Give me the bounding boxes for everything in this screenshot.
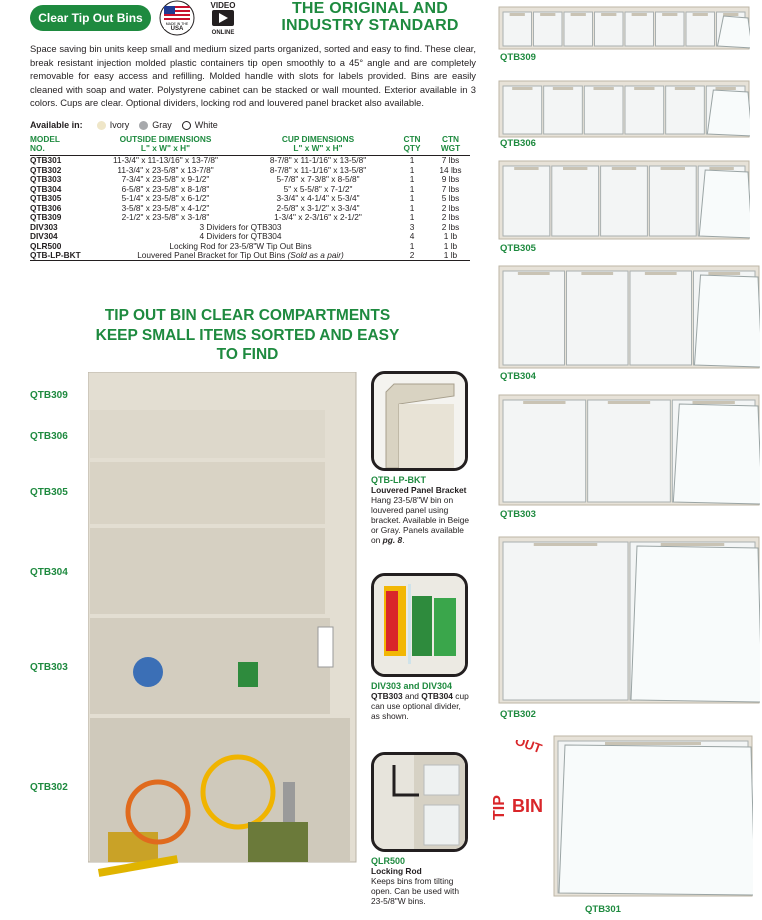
section-heading: TIP OUT BIN CLEAR COMPARTMENTS KEEP SMALL ITEMS SORTED AND EASY TO FIND [95, 307, 400, 363]
table-row [30, 175, 470, 185]
bin-cup [625, 86, 664, 134]
description-cell: 4 Dividers for QTB304 [199, 231, 282, 242]
rack-label-qtb303: QTB303 [30, 662, 68, 673]
rack-label-qtb302: QTB302 [30, 782, 68, 793]
made-in-usa-logo [158, 0, 196, 36]
spec-table-body [30, 156, 470, 261]
bin-cup [503, 86, 542, 134]
label-slot [716, 87, 736, 90]
ctn-wgt-cell: 1 lb [431, 251, 470, 261]
bin-cup [717, 12, 751, 48]
label-slot [708, 272, 740, 275]
product-label-qtb309: QTB309 [500, 52, 536, 63]
video-online-logo[interactable] [203, 0, 243, 36]
accessory-description: Keeps bins from tilting open. Can be used with 23-5/8"W bins. [371, 876, 459, 906]
ctn-wgt-cell: 7 lbs [441, 183, 460, 194]
ctn-wgt-cell: 9 lbs [441, 174, 460, 185]
gray-swatch-icon [139, 121, 148, 130]
bin-cup [625, 12, 654, 46]
product-photo-qtb303 [498, 394, 760, 511]
ctn-wgt-cell: 14 lbs [439, 164, 462, 175]
rack-label-qtb304: QTB304 [30, 567, 68, 578]
color-white: White [194, 120, 218, 130]
ctn-qty-cell: 1 [409, 202, 415, 213]
tip-word-text: TIP [491, 795, 508, 820]
tipped-cup [699, 170, 750, 238]
model-cell: DIV303 [30, 221, 58, 232]
label-slot [661, 543, 725, 546]
bin-cup [595, 12, 624, 46]
label-slot [553, 87, 573, 90]
rack-label-qtb309: QTB309 [30, 390, 68, 401]
bin-cup [552, 166, 599, 236]
bin-cup [534, 12, 563, 46]
outside-dims-cell: 5-1/4" x 23-5/8" x 6-1/2" [121, 193, 210, 204]
label-slot [632, 13, 647, 16]
product-label-qtb302: QTB302 [500, 709, 536, 720]
cup-dims-cell: 3-3/4" x 4-1/4" x 5-3/4" [276, 193, 360, 204]
product-label-qtb305: QTB305 [500, 243, 536, 254]
table-row [30, 194, 470, 204]
bin-cup [601, 166, 648, 236]
ctn-qty-cell: 1 [409, 240, 415, 251]
out-word-text: OUT [512, 740, 544, 757]
label-slot [594, 87, 614, 90]
bin-cup [656, 12, 685, 46]
header-model-l1: MODEL [30, 134, 60, 144]
model-cell: QTB301 [30, 155, 62, 166]
outside-dims-cell: 3-5/8" x 23-5/8" x 4-1/2" [121, 202, 210, 213]
outside-dims-cell: 11-3/4" x 23-5/8" x 13-7/8" [117, 164, 214, 175]
label-slot [661, 167, 685, 170]
header-wgt-l1: CTN [441, 134, 460, 144]
tipped-cup [695, 275, 761, 367]
product-photo-qtb309 [498, 6, 750, 55]
bin-word-text: BIN [512, 796, 543, 816]
model-ref-qtb304: QTB304 [421, 691, 453, 701]
clear-tip-out-bins-badge: Clear Tip Out Bins [30, 5, 151, 31]
label-slot [523, 401, 565, 404]
bin-cup [567, 271, 629, 365]
ctn-wgt-cell: 5 lbs [441, 193, 460, 204]
tipped-cup [718, 16, 751, 48]
product-label-qtb303: QTB303 [500, 509, 536, 520]
video-logo-bottom-text: ONLINE [211, 30, 235, 36]
sold-as-pair-note: (Sold as a pair) [285, 250, 344, 261]
color-ivory: Ivory [109, 120, 130, 130]
video-logo-top-text: VIDEO [210, 1, 236, 10]
bin-cup [503, 271, 565, 365]
label-slot [608, 401, 650, 404]
label-slot [512, 87, 532, 90]
rack-label-qtb305: QTB305 [30, 487, 68, 498]
bin-cup [698, 166, 750, 238]
bin-cup [686, 12, 715, 46]
accessory-name: Locking Rod [371, 866, 422, 876]
label-slot [563, 167, 587, 170]
tipped-cup [707, 90, 750, 136]
accessory-louvered-bracket [371, 371, 471, 545]
bin-cup [630, 271, 692, 365]
page-reference-link[interactable]: pg. 8 [382, 535, 403, 545]
ctn-qty-cell: 1 [409, 174, 415, 185]
header-outside-l1: OUTSIDE DIMENSIONS [119, 134, 212, 144]
ctn-qty-cell: 2 [393, 251, 431, 261]
label-slot [693, 13, 708, 16]
ctn-qty-cell: 1 [409, 164, 415, 175]
ctn-qty-cell: 1 [409, 183, 415, 194]
description-cell: Louvered Panel Bracket for Tip Out Bins (Sold as a pair) [88, 251, 393, 261]
cup-dims-cell: 2-5/8" x 3-1/2" x 3-3/4" [276, 202, 360, 213]
model-ref-qtb303: QTB303 [371, 691, 403, 701]
product-label-qtb304: QTB304 [500, 371, 536, 382]
product-label-qtb301: QTB301 [585, 904, 621, 915]
ctn-wgt-cell: 2 lbs [441, 221, 460, 232]
bin-cup [649, 166, 696, 236]
bin-cup [584, 86, 623, 134]
label-slot [601, 13, 616, 16]
white-swatch-icon [182, 121, 191, 130]
availability-label: Available in: [30, 120, 83, 130]
locking-rod-photo [371, 752, 468, 852]
outside-dims-cell: 2-1/2" x 23-5/8" x 3-1/8" [121, 212, 210, 223]
intro-paragraph: Space saving bin units keep small and medium sized parts organized, sorted and easy to find. These clear, break resistant injection molded plastic containers tip open smoothly to a 45° angle and are completely removable for easy access and refilling. Molded handle with slots for labels provided. Bins are easily cleaned with soap and water. Polystyrene cabinet can be stacked or wall mounted. Exterior available in 3 colors. Cups are clear. Optional dividers, locking rod and louvered panel bracket also available. [30, 43, 476, 108]
spec-table [30, 135, 470, 261]
accessory-description-rest: cup can use optional divider, as shown. [371, 691, 469, 721]
model-cell: QTB306 [30, 202, 62, 213]
label-slot [675, 87, 695, 90]
label-slot [534, 543, 598, 546]
tipped-cup [631, 546, 760, 702]
dividers-photo [371, 573, 468, 677]
model-cell: QTB303 [30, 174, 62, 185]
cup-dims-cell: 1-3/4" x 2-3/16" x 2-1/2" [274, 212, 362, 223]
product-photo-qtb302 [498, 536, 760, 709]
model-cell: QLR500 [30, 240, 62, 251]
rack-label-qtb306: QTB306 [30, 431, 68, 442]
outside-dims-cell: 6-5/8" x 23-5/8" x 8-1/8" [121, 183, 210, 194]
accessory-description-and: and [402, 691, 422, 701]
accessory-code: QLR500 [371, 856, 406, 866]
bracket-photo [371, 371, 468, 471]
cup-dims-cell: 5-7/8" x 7-3/8" x 8-5/8" [276, 174, 360, 185]
accessory-name: Louvered Panel Bracket [371, 485, 467, 495]
product-photo-qtb306 [498, 80, 750, 143]
label-slot [634, 87, 654, 90]
usa-logo-bottom-text: USA [170, 26, 184, 32]
outside-dims-cell: 11-3/4" x 11-13/16" x 13-7/8" [113, 155, 218, 166]
label-slot [518, 272, 550, 275]
ctn-wgt-cell: 1 lb [443, 240, 458, 251]
label-slot [662, 13, 677, 16]
label-slot [605, 742, 701, 745]
outside-dims-cell: 7-3/4" x 23-5/8" x 9-1/2" [121, 174, 210, 185]
table-row [30, 156, 470, 166]
header-outside-l2: L" x W" x H" [140, 143, 191, 154]
label-slot [571, 13, 586, 16]
bin-cup [588, 400, 671, 502]
model-cell: QTB309 [30, 212, 62, 223]
accessory-description-text: Hang 23-5/8"W bin on louvered panel using bracket. Available in Beige or Gray. Panels available on [371, 495, 470, 545]
label-slot [514, 167, 538, 170]
color-gray: Gray [152, 120, 172, 130]
bin-cup [706, 86, 750, 136]
label-slot [693, 401, 735, 404]
header-model-l2: NO. [30, 143, 45, 154]
ctn-qty-cell: 1 [409, 212, 415, 223]
label-slot [709, 167, 733, 170]
header-qty-l1: CTN [403, 134, 421, 144]
description-cell: 3 Dividers for QTB303 [199, 221, 282, 232]
bin-cup [564, 12, 593, 46]
table-row [30, 185, 470, 195]
bin-cup [558, 741, 753, 895]
label-slot [612, 167, 636, 170]
product-photo-qtb301 [553, 735, 753, 902]
accessory-description [371, 495, 471, 545]
table-row [30, 166, 470, 176]
cup-dims-cell: 8-7/8" x 11-1/16" x 13-5/8" [269, 155, 367, 166]
accessory-description [371, 691, 471, 721]
label-slot [645, 272, 677, 275]
model-cell: QTB305 [30, 193, 62, 204]
cup-dims-cell: 5" x 5-5/8" x 7-1/2" [283, 183, 353, 194]
bin-cup [630, 542, 760, 702]
description-cell: Locking Rod for 23-5/8"W Tip Out Bins [169, 240, 312, 251]
table-row [30, 251, 470, 261]
ctn-wgt-cell: 1 lb [443, 231, 458, 242]
ctn-wgt-cell: 7 lbs [441, 155, 460, 166]
model-cell: QTB-LP-BKT [30, 251, 88, 261]
ctn-qty-cell: 1 [409, 155, 415, 166]
tipped-cup [673, 404, 760, 504]
tipped-cup [559, 745, 753, 895]
product-photo-qtb304 [498, 265, 760, 374]
accessory-description-end: . [402, 535, 405, 545]
bin-cup [666, 86, 705, 134]
header-cup-l2: L" x W" x H" [293, 143, 343, 154]
bin-cup [544, 86, 583, 134]
page-headline: THE ORIGINAL AND INDUSTRY STANDARD [281, 0, 459, 34]
ctn-qty-cell: 3 [409, 221, 415, 232]
label-slot [540, 13, 555, 16]
header-wgt-l2: WGT [440, 143, 461, 154]
model-cell: QTB304 [30, 183, 62, 194]
stacked-bins-photo [88, 372, 360, 887]
bin-cup [503, 400, 586, 502]
label-slot [723, 13, 738, 16]
label-slot [581, 272, 613, 275]
cup-dims-cell: 8-7/8" x 11-1/16" x 13-5/8" [269, 164, 367, 175]
ctn-wgt-cell: 2 lbs [441, 212, 460, 223]
bin-cup [694, 271, 761, 367]
usa-logo-top-text: MADE IN THE [165, 22, 189, 26]
bin-cup [503, 166, 550, 236]
availability-row [30, 120, 218, 130]
bin-cup [503, 12, 532, 46]
header-qty-l2: QTY [403, 143, 421, 154]
ivory-swatch-icon [97, 121, 106, 130]
header-cup-l1: CUP DIMENSIONS [281, 134, 355, 144]
product-label-qtb306: QTB306 [500, 138, 536, 149]
accessory-code: DIV303 and DIV304 [371, 681, 453, 691]
accessory-locking-rod [371, 752, 471, 906]
ctn-qty-cell: 1 [409, 193, 415, 204]
accessory-code: QTB-LP-BKT [371, 475, 426, 485]
accessory-dividers [371, 573, 471, 721]
tip-out-bin-graphic [490, 740, 550, 820]
bin-cup [503, 542, 628, 700]
model-cell: DIV304 [30, 231, 58, 242]
label-slot [510, 13, 525, 16]
ctn-qty-cell: 4 [409, 231, 415, 242]
bin-cup [672, 400, 760, 504]
model-cell: QTB302 [30, 164, 62, 175]
ctn-wgt-cell: 2 lbs [441, 202, 460, 213]
table-row [30, 204, 470, 214]
product-photo-qtb305 [498, 160, 750, 245]
